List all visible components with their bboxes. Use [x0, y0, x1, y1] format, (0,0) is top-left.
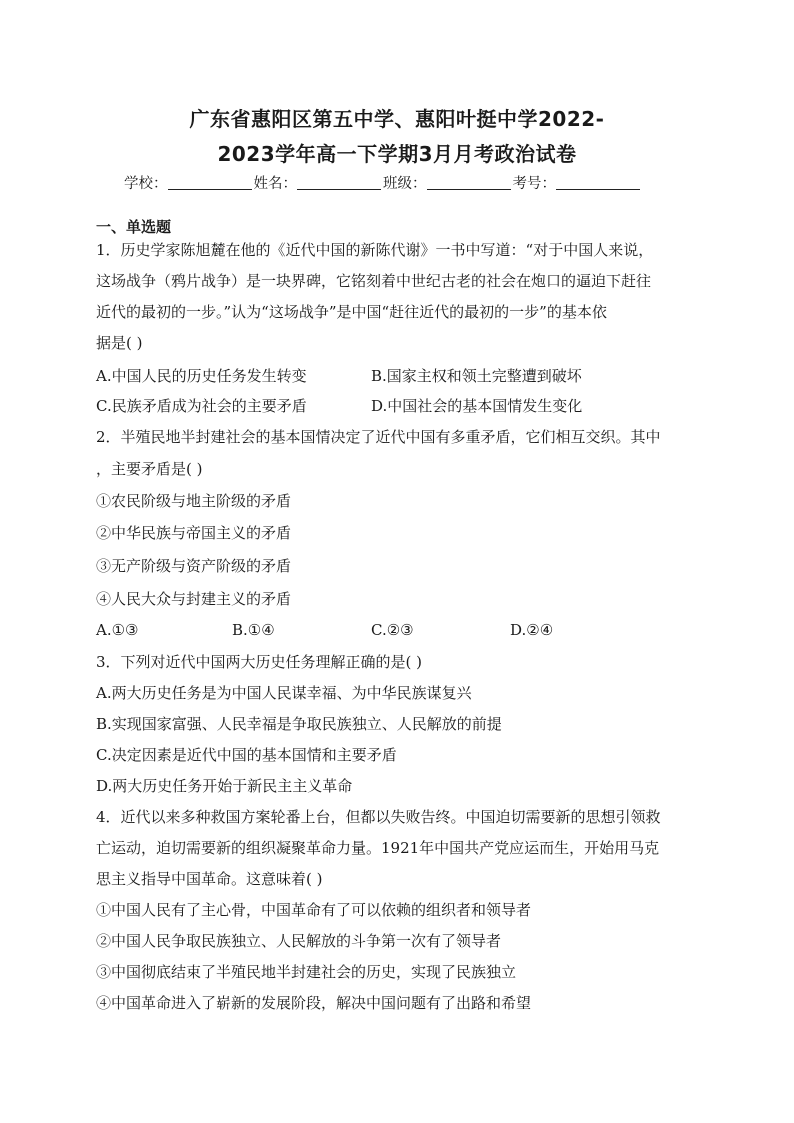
- q3-stem-line: 3．下列对近代中国两大历史任务理解正确的是( ): [96, 653, 423, 671]
- q1-stem-line: 1．历史学家陈旭麓在他的《近代中国的新陈代谢》一书中写道：“对于中国人来说，: [96, 241, 654, 259]
- q4-stem-line: 亡运动，迫切需要新的组织凝聚革命力量。1921年中国共产党应运而生，开始用马克: [96, 839, 660, 857]
- q3-option-a[interactable]: A.两大历史任务是为中国人民谋幸福、为中华民族谋复兴: [96, 684, 472, 702]
- q2-stem-line: ，主要矛盾是( ): [96, 460, 203, 478]
- q4-item: ②中国人民争取民族独立、人民解放的斗争第一次有了领导者: [96, 932, 502, 950]
- exam-no-blank[interactable]: [556, 174, 640, 190]
- name-label: 姓名：: [253, 176, 297, 192]
- q2-option-b[interactable]: B.①④: [232, 621, 275, 639]
- q1-option-b[interactable]: B.国家主权和领土完整遭到破坏: [371, 367, 582, 385]
- q2-item: ②中华民族与帝国主义的矛盾: [96, 524, 292, 542]
- q2-option-d[interactable]: D.②④: [510, 621, 554, 639]
- q4-stem-line: 思主义指导中国革命。这意味着( ): [96, 870, 323, 888]
- student-info-row: [124, 172, 642, 193]
- q1-stem-line: 据是( ): [96, 334, 143, 352]
- q4-stem-line: 4．近代以来多种救国方案轮番上台，但都以失败告终。中国迫切需要新的思想引领救: [96, 808, 661, 826]
- q2-option-a[interactable]: A.①③: [96, 621, 139, 639]
- q4-item: ④中国革命进入了崭新的发展阶段，解决中国问题有了出路和希望: [96, 994, 532, 1012]
- q2-option-c[interactable]: C.②③: [371, 621, 414, 639]
- school-label: 学校：: [124, 176, 168, 192]
- q2-stem-line: 2．半殖民地半封建社会的基本国情决定了近代中国有多重矛盾，它们相互交织。其中: [96, 428, 661, 446]
- q2-item: ④人民大众与封建主义的矛盾: [96, 590, 292, 608]
- q1-option-a[interactable]: A.中国人民的历史任务发生转变: [96, 367, 307, 385]
- q4-item: ①中国人民有了主心骨，中国革命有了可以依赖的组织者和领导者: [96, 901, 532, 919]
- q1-stem-line: 近代的最初的一步。”认为“这场战争”是中国“赶往近代的最初的一步”的基本依: [96, 303, 607, 321]
- exam-title-line-2: 2023学年高一下学期3月月考政治试卷: [217, 142, 577, 166]
- q3-option-b[interactable]: B.实现国家富强、人民幸福是争取民族独立、人民解放的前提: [96, 715, 502, 733]
- q1-option-c[interactable]: C.民族矛盾成为社会的主要矛盾: [96, 397, 307, 415]
- exam-title-line-1: 广东省惠阳区第五中学、惠阳叶挺中学2022-: [189, 107, 605, 131]
- q1-option-d[interactable]: D.中国社会的基本国情发生变化: [371, 397, 583, 415]
- school-blank[interactable]: [168, 174, 252, 190]
- exam-no-label: 考号：: [512, 176, 556, 192]
- q1-stem-line: 这场战争（鸦片战争）是一块界碑，它铭刻着中世纪古老的社会在炮口的逼迫下赶往: [96, 272, 652, 290]
- q3-option-d[interactable]: D.两大历史任务开始于新民主主义革命: [96, 777, 353, 795]
- q3-option-c[interactable]: C.决定因素是近代中国的基本国情和主要矛盾: [96, 746, 397, 764]
- q2-item: ①农民阶级与地主阶级的矛盾: [96, 492, 292, 510]
- class-label: 班级：: [383, 176, 427, 192]
- class-blank[interactable]: [427, 174, 511, 190]
- name-blank[interactable]: [297, 174, 381, 190]
- q4-item: ③中国彻底结束了半殖民地半封建社会的历史，实现了民族独立: [96, 963, 517, 981]
- q2-item: ③无产阶级与资产阶级的矛盾: [96, 557, 292, 575]
- section-heading: 一、单选题: [96, 218, 172, 236]
